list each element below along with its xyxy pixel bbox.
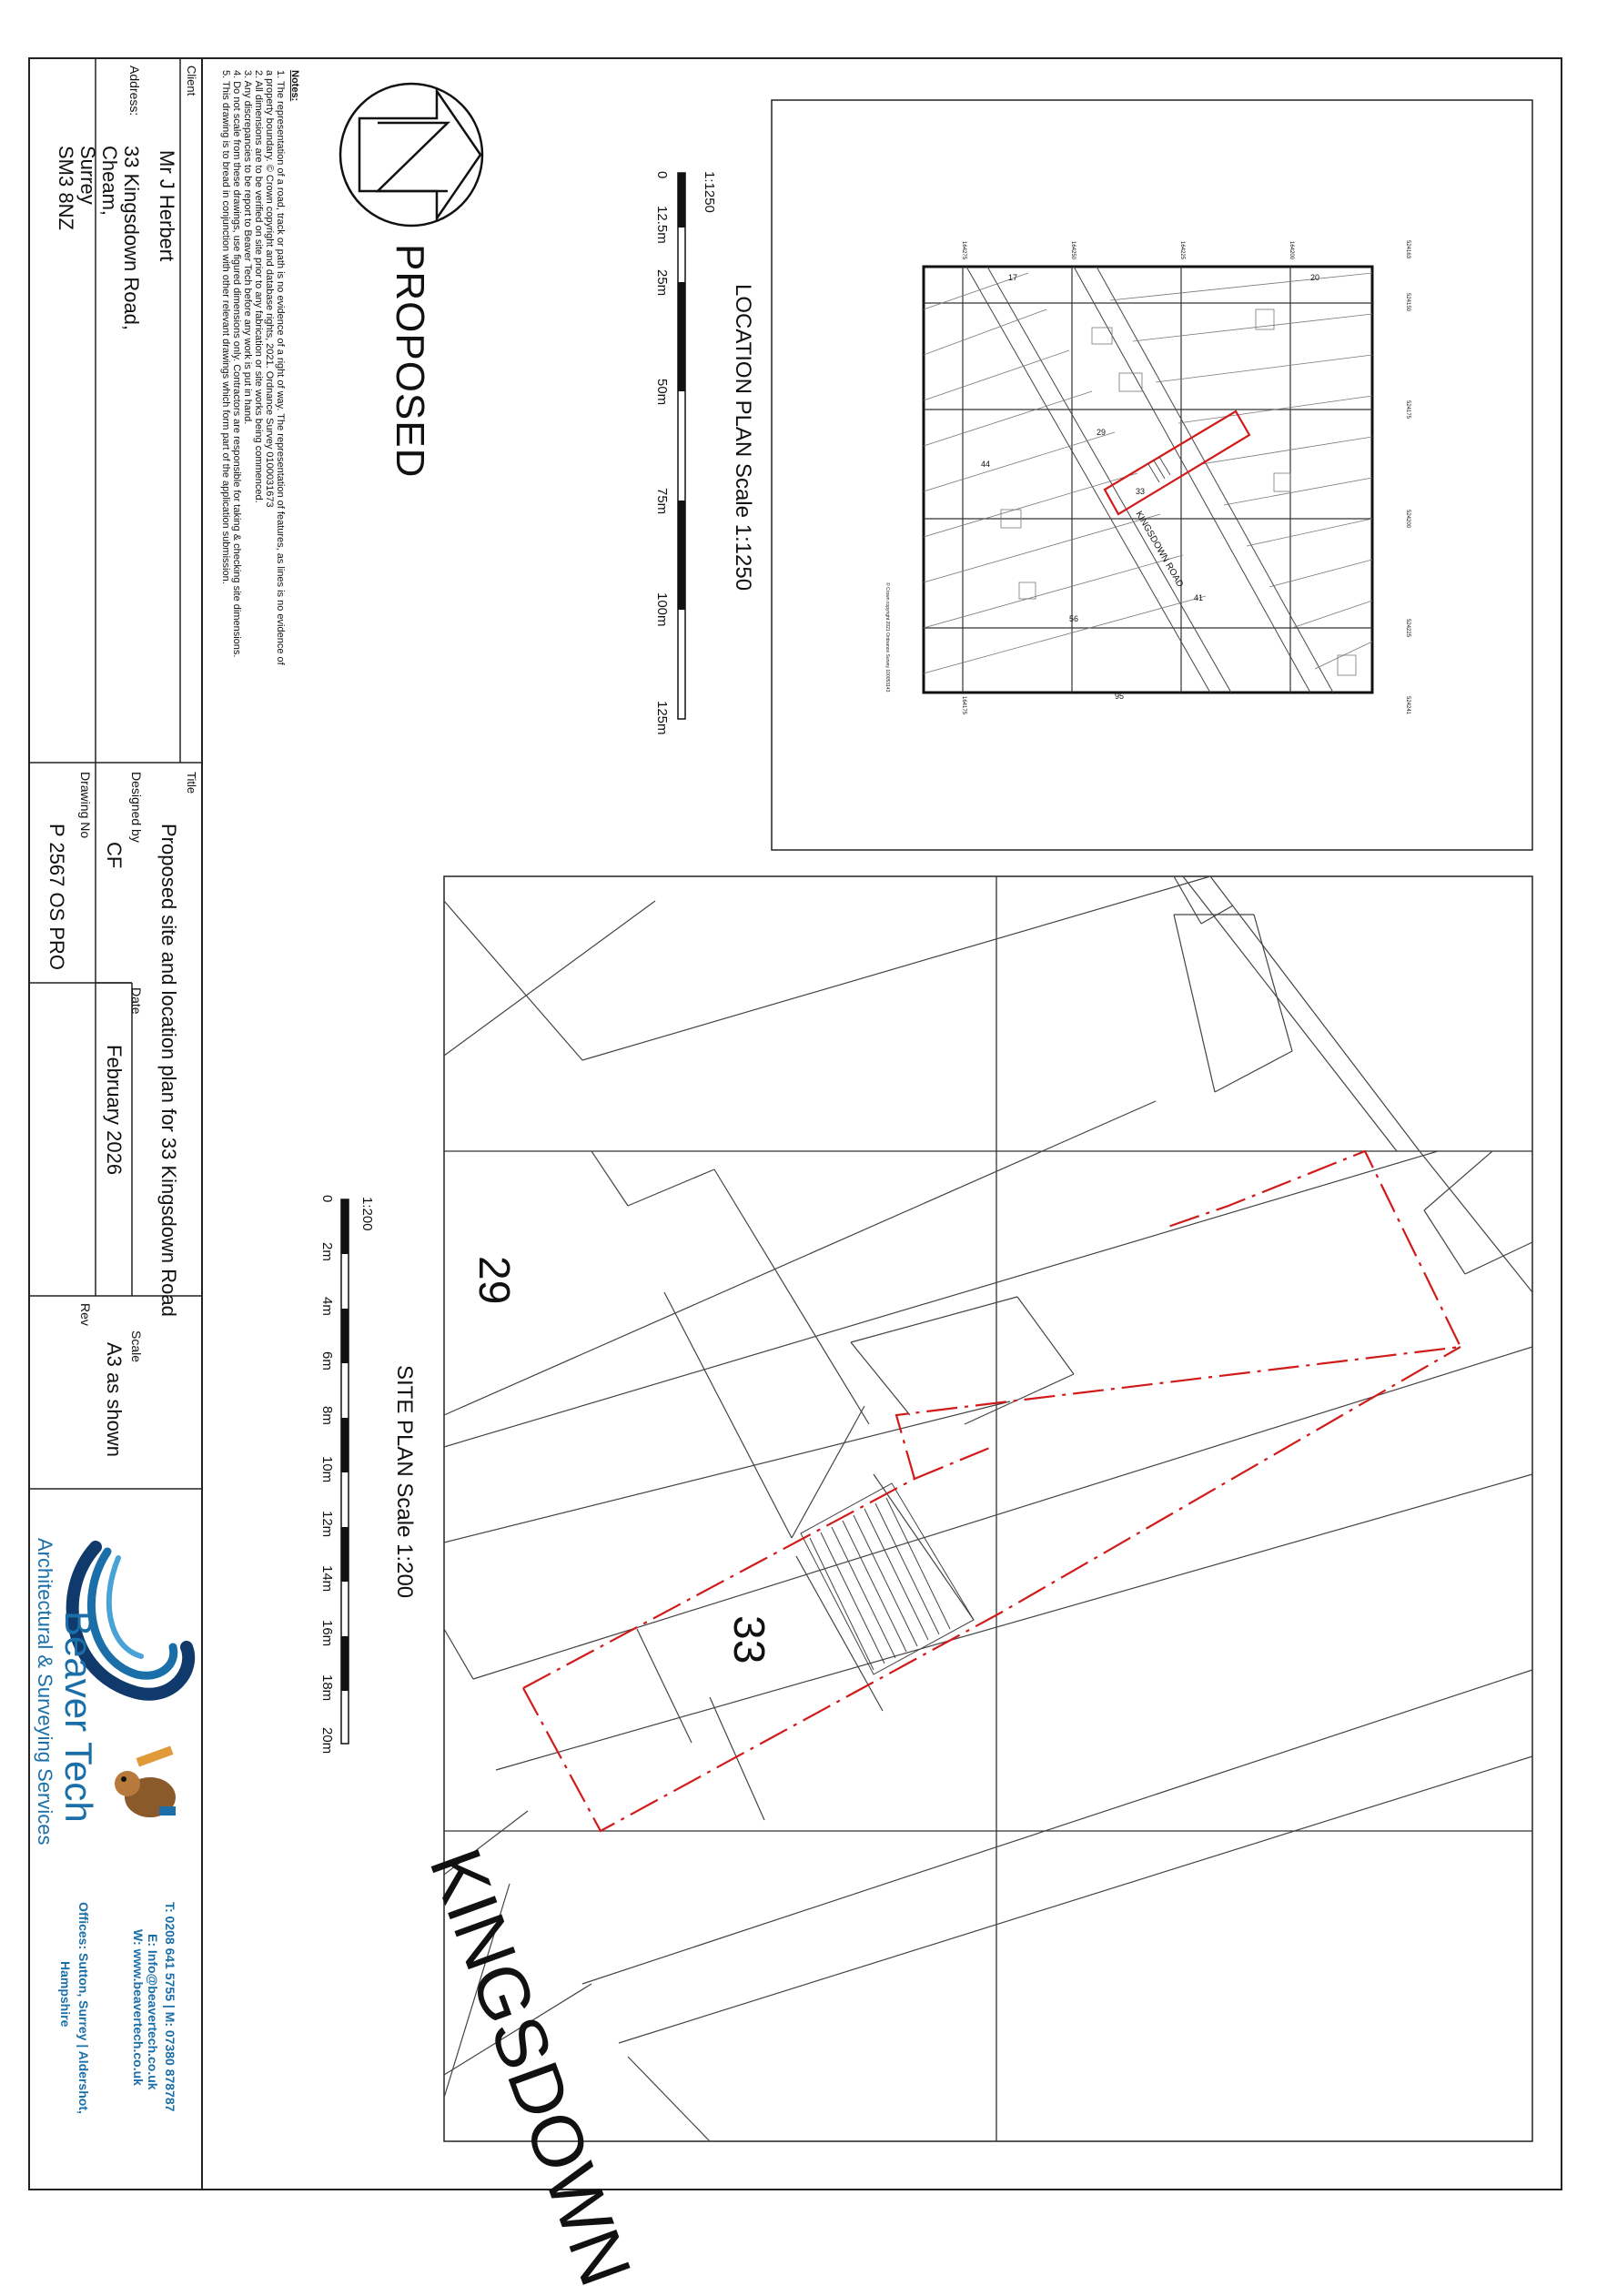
location-plot-number: 41 (1194, 593, 1204, 602)
grid-ref: 524241 (1405, 696, 1410, 715)
client-label: Client (185, 66, 198, 96)
location-copyright: © Crown copyright 2021 Ordnance Survey 100053143 (884, 582, 890, 693)
notes-heading: Notes: (289, 70, 300, 102)
location-plot-number: 17 (1008, 273, 1018, 282)
proposed-stamp: PROPOSED (388, 244, 432, 479)
note-line: 3. Any discrepancies to be report to Beaver Tech before any work is put in hand. (242, 70, 253, 425)
scale-label: Scale (129, 1330, 144, 1363)
company-name: Beaver Tech (57, 1611, 100, 1823)
location-scale-tick: 25m (654, 269, 670, 297)
plot-33-label: 33 (724, 1615, 773, 1664)
title-label: Title (185, 772, 198, 794)
drawing-no-label: Drawing No (78, 772, 93, 839)
scale-value: A3 as shown (103, 1342, 126, 1457)
grid-ref: 524200 (1405, 510, 1410, 529)
grid-ref: 164275 (961, 241, 966, 260)
grid-ref: 164250 (1070, 241, 1076, 260)
grid-ref: 164225 (1179, 241, 1185, 260)
site-scale-tick: 0 (319, 1195, 335, 1203)
grid-ref: 164200 (1289, 241, 1294, 260)
site-scale-tick: 18m (319, 1674, 335, 1702)
site-boundary (523, 1151, 1461, 1688)
address-line: 33 Kingsdown Road, (120, 146, 143, 331)
company-tagline: Architectural & Surveying Services (34, 1538, 56, 1846)
address-line: Cheam, (98, 146, 121, 217)
date-label: Date (129, 987, 144, 1015)
company-offices: Offices: Sutton, Surrey | Aldershot, (76, 1902, 91, 2114)
site-plan-map (444, 876, 1532, 2141)
location-plot-number: 20 (1310, 273, 1320, 282)
site-scale-tick: 4m (319, 1297, 335, 1316)
site-scale-tick: 10m (319, 1456, 335, 1483)
note-line: 5. This drawing is to bread in conjunction with other relevant drawings which form part of the application submission. (220, 70, 231, 584)
site-scale-tick: 14m (319, 1565, 335, 1593)
designed-label: Designed by (129, 772, 144, 843)
site-scale-bar (341, 1199, 349, 1744)
address-line: SM3 8NZ (55, 146, 77, 230)
location-scale-label: 1:1250 (702, 171, 717, 213)
site-scale-tick: 6m (319, 1351, 335, 1371)
location-scale-tick: 0 (654, 171, 670, 179)
site-scale-tick: 16m (319, 1620, 335, 1647)
location-plan-frame (772, 100, 1532, 850)
rev-label: Rev (78, 1303, 93, 1326)
company-offices-2: Hampshire (58, 1961, 73, 2028)
site-scale-tick: 8m (319, 1406, 335, 1425)
company-email: E: Info@beavertech.co.uk (146, 1934, 160, 2090)
location-road-label: KINGSDOWN ROAD (1133, 510, 1186, 590)
site-road-label: KINGSDOWN (414, 1838, 647, 2296)
note-line: 2. All dimensions are to be verified on site prior to any fabrication or site works being commenced. (253, 70, 264, 503)
date-value: February 2026 (103, 1045, 126, 1176)
location-site-boundary (1105, 411, 1249, 514)
site-scale-tick: 20m (319, 1727, 335, 1755)
location-map (924, 267, 1372, 693)
location-plot-number: 29 (1097, 428, 1107, 437)
grid-ref: 164175 (961, 696, 966, 715)
plot-29-label: 29 (470, 1256, 518, 1305)
notes-block (220, 70, 300, 665)
grid-ref: 524225 (1405, 619, 1410, 638)
location-scale-tick: 50m (654, 379, 670, 406)
grid-ref: 524175 (1405, 400, 1410, 420)
location-plot-number: 33 (1136, 487, 1146, 496)
grid-ref: 524163 (1405, 240, 1410, 259)
designed-value: CF (103, 842, 126, 869)
location-plot-number: 56 (1069, 614, 1079, 623)
note-line: 1. The representation of a road, track or path is no evidence of a right of way. The representation of features, as lines is no evidence of (275, 70, 286, 665)
location-plot-number: 95 (1115, 692, 1125, 701)
site-scale-tick: 12m (319, 1511, 335, 1538)
address-line: Surrey (76, 146, 99, 205)
company-phone: T: 0208 641 5755 | M: 07380 878787 (163, 1902, 177, 2112)
beaver-mascot-icon (115, 1745, 176, 1817)
location-scale-tick: 12.5m (654, 206, 670, 244)
site-plan-frame (444, 876, 1532, 2141)
note-line: a property boundary. © Crown copyright and database rights, 2021. Ordnance Survey 0100031673 (264, 70, 275, 508)
grid-ref: 524150 (1405, 293, 1410, 312)
note-line: 4. Do not scale from these drawings, use figured dimensions only. Contractors are responsible for taking & checking site dimensions. (231, 70, 242, 658)
location-scale-tick: 125m (654, 701, 670, 735)
location-plan-title: LOCATION PLAN Scale 1:1250 (731, 284, 755, 592)
address-block (55, 146, 142, 330)
address-label: Address: (127, 66, 142, 116)
site-plan-title: SITE PLAN Scale 1:200 (392, 1365, 417, 1599)
location-scale-bar (678, 173, 685, 719)
company-web: W: www.beavertech.co.uk (131, 1929, 146, 2086)
client-value: Mr J Herbert (156, 150, 178, 262)
location-scale-tick: 75m (654, 488, 670, 515)
north-arrow-icon (340, 84, 482, 226)
location-plot-number: 44 (981, 460, 991, 469)
site-scale-tick: 2m (319, 1242, 335, 1261)
site-scale-label: 1:200 (359, 1197, 375, 1231)
title-value: Proposed site and location plan for 33 Kingsdown Road (157, 824, 180, 1317)
location-scale-tick: 100m (654, 592, 670, 627)
drawing-no-value: P 2567 OS PRO (45, 824, 68, 971)
